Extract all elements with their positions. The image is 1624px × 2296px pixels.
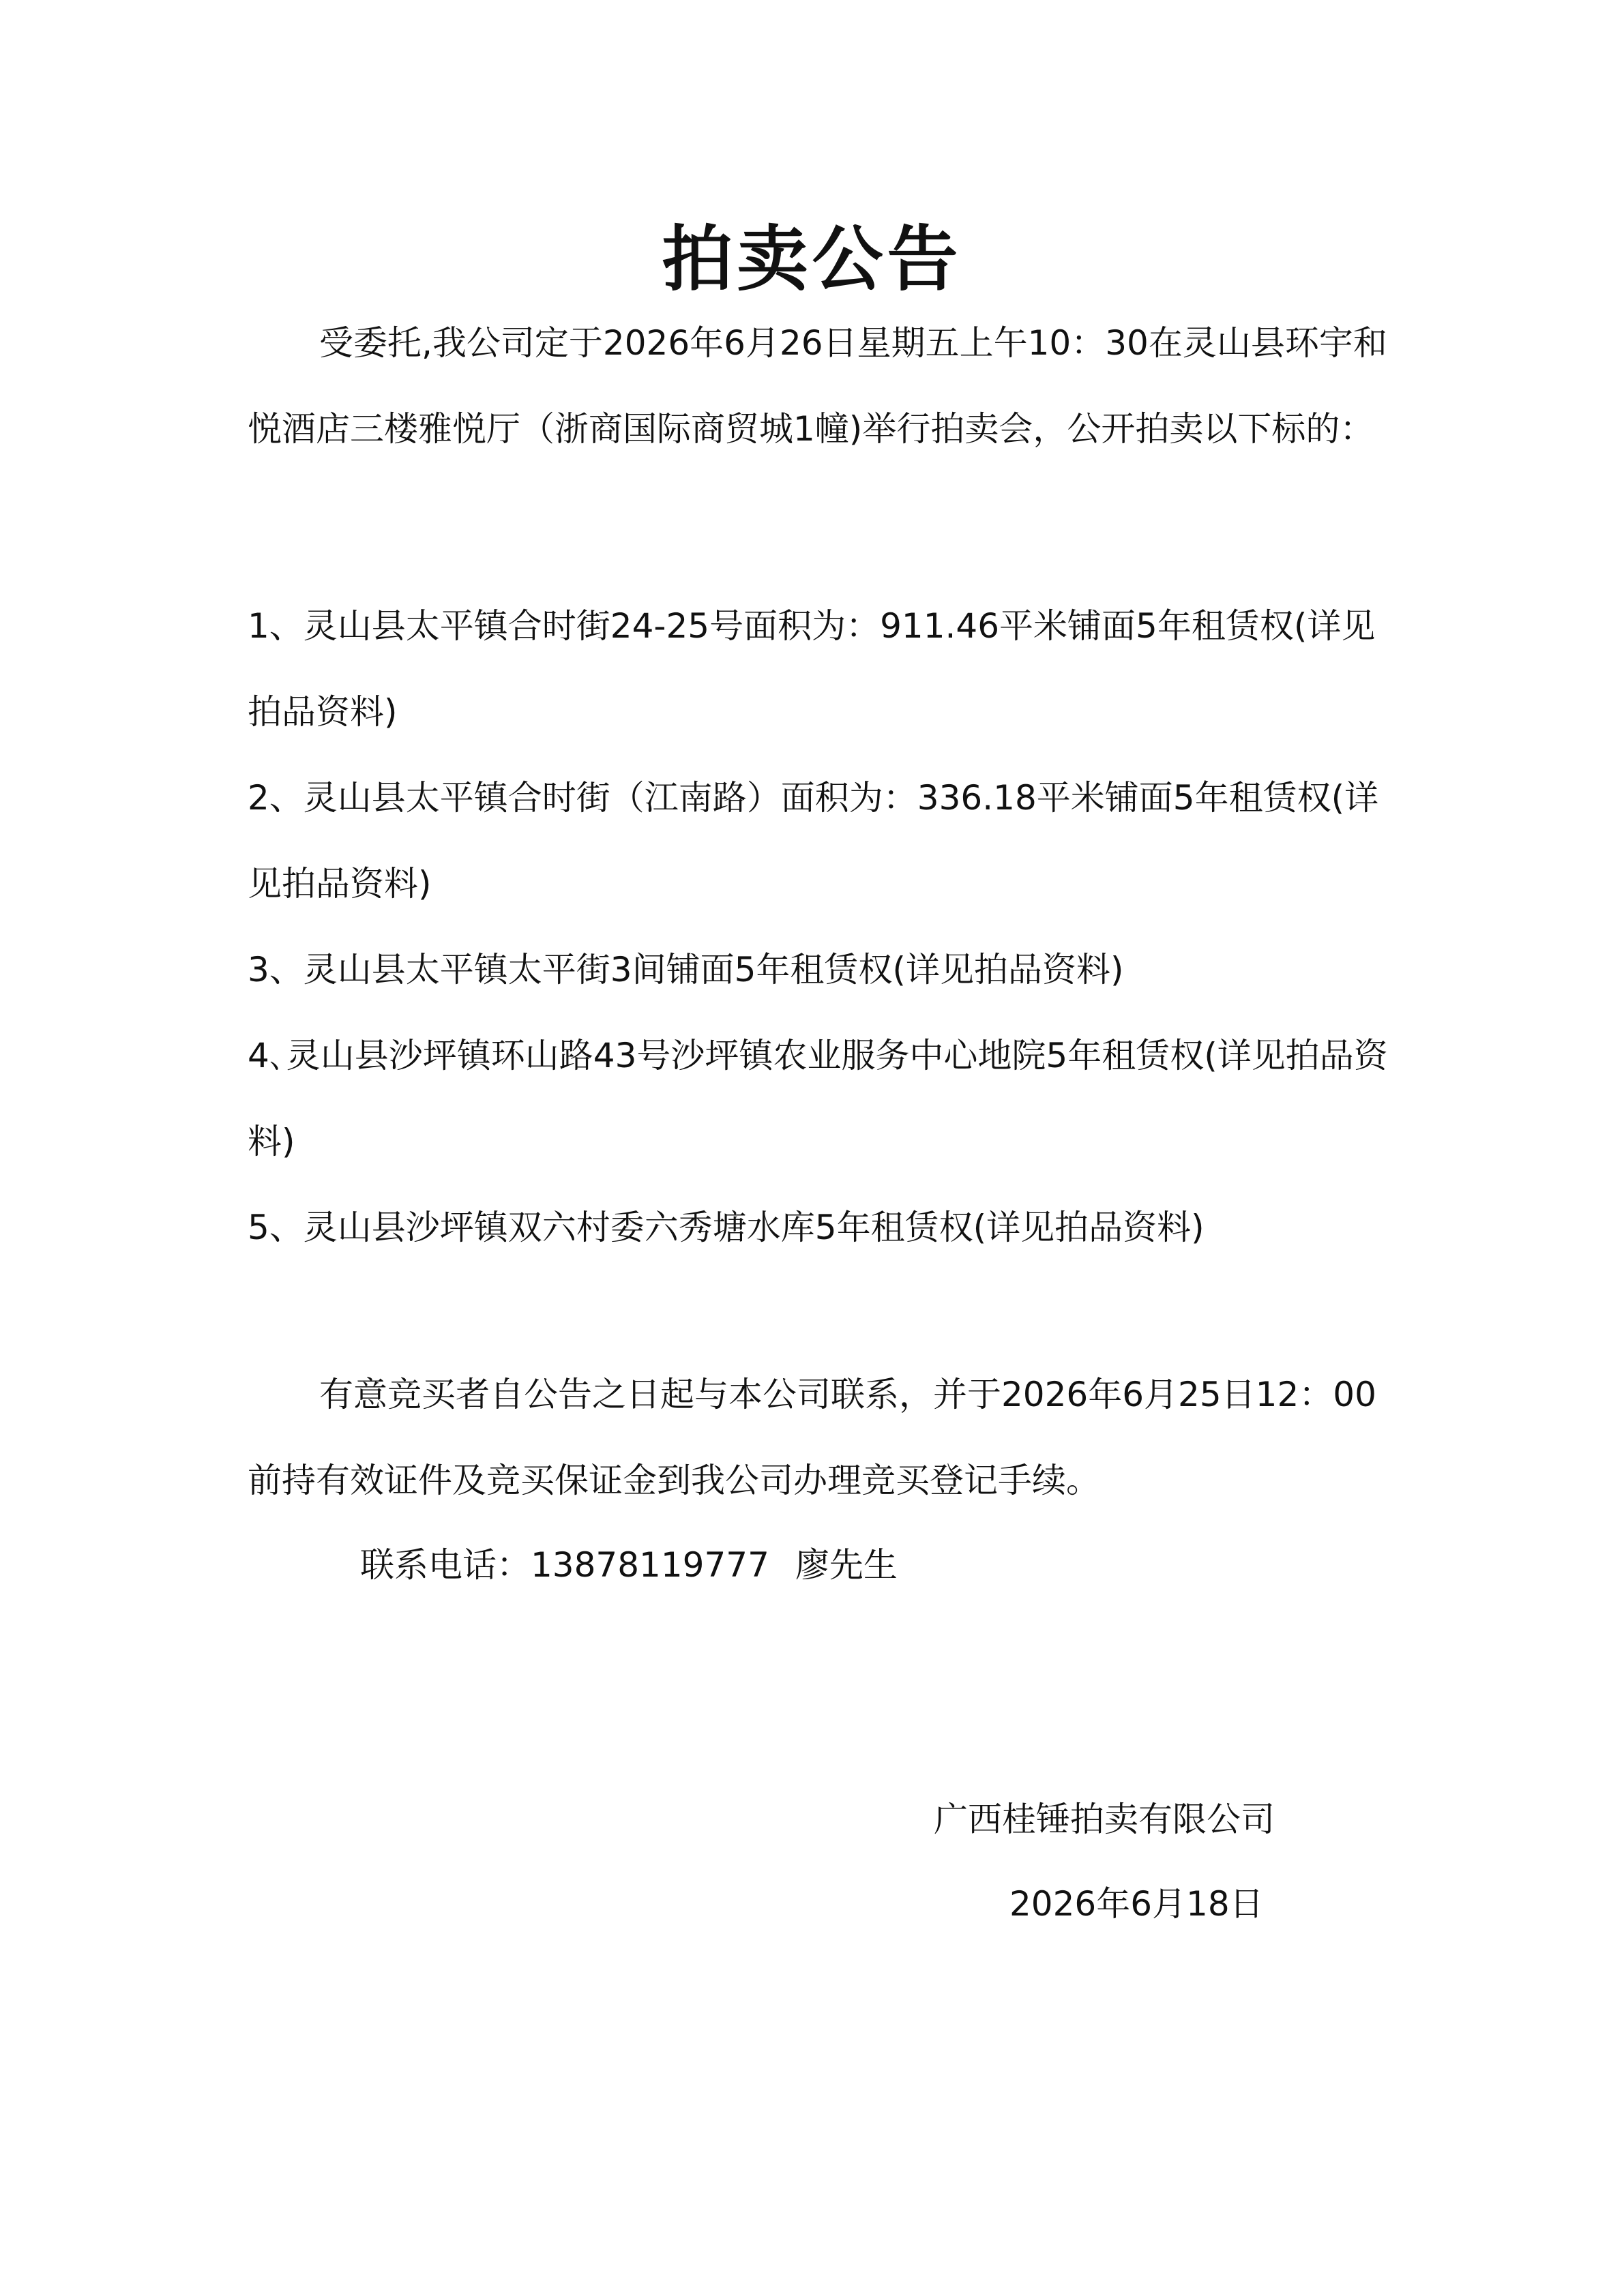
document-date: 2026年6月18日 — [1009, 1884, 1264, 1924]
contact-name: 廖先生 — [795, 1545, 898, 1585]
notice-paragraph: 有意竞买者自公告之日起与本公司联系，并于2026年6月25日12：00前持有效证件及竞买保证金到我公司办理竞买登记手续。 — [248, 1375, 1376, 1500]
list-item-4: 4､灵山县沙坪镇环山路43号沙坪镇农业服务中心地院5年租赁权(详见拍品资料) — [248, 1036, 1388, 1161]
list-item-3: 3、灵山县太平镇太平街3间铺面5年租赁权(详见拍品资料) — [248, 950, 1124, 989]
list-item-1: 1、灵山县太平镇合时街24-25号面积为：911.46平米铺面5年租赁权(详见拍品资料) — [248, 606, 1376, 732]
list-item-2: 2、灵山县太平镇合时街（江南路）面积为：336.18平米铺面5年租赁权(详见拍品资料) — [248, 778, 1379, 904]
document-title: 拍卖公告 — [662, 217, 962, 301]
list-item-5: 5、灵山县沙坪镇双六村委六秀塘水库5年租赁权(详见拍品资料) — [248, 1208, 1205, 1247]
intro-paragraph: 受委托,我公司定于2026年6月26日星期五上午10：30在灵山县环宇和悦酒店三楼雅悦厅（浙商国际商贸城1幢)举行拍卖会，公开拍卖以下标的： — [248, 323, 1387, 449]
contact-phone: 联系电话：13878119777 — [360, 1545, 769, 1585]
company-name: 广西桂锤拍卖有限公司 — [934, 1800, 1275, 1839]
contact-line — [360, 1522, 898, 1608]
